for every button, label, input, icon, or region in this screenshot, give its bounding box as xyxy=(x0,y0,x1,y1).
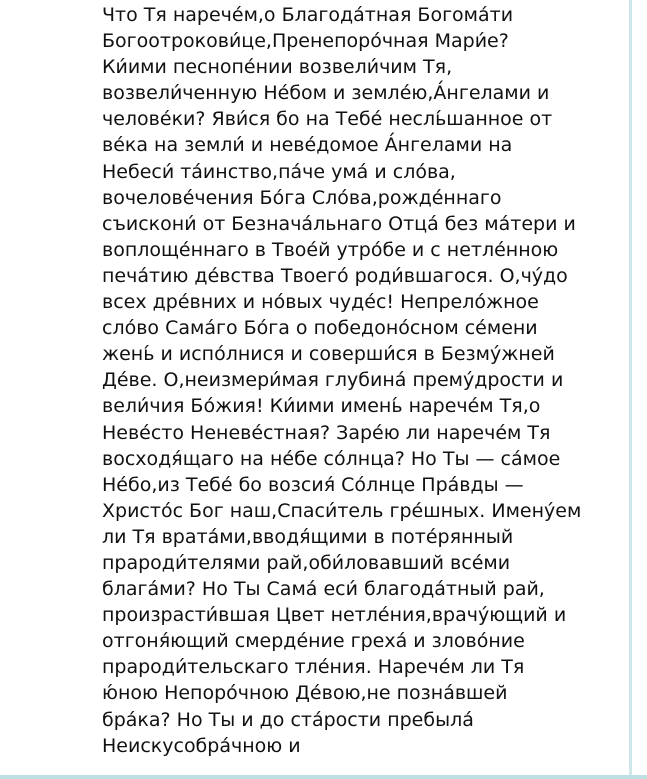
text-line: произрасти́вшая Цвет нетле́ния,врачу́ющий и xyxy=(102,604,567,627)
text-line: вели́чия Бо́жия! Ки́ими имень́ нарече́м Тя,о xyxy=(102,395,541,418)
text-line: Неискусобра́чною и xyxy=(102,734,301,757)
page-edge-divider xyxy=(629,0,632,779)
text-line: Небеси́ та́инство,па́че ума́ и сло́ва, xyxy=(102,160,456,183)
text-line: Неве́сто Неневе́стная? Заре́ю ли нарече́м Тя xyxy=(102,421,551,444)
text-line: съискони́ от Безнача́льнаго Отца́ без ма́тери и xyxy=(102,212,576,235)
text-line: всех дре́вних и но́вых чуде́с! Непрело́жное xyxy=(102,291,539,314)
text-line: ю́ною Непоро́чною Де́вою,не позна́вшей xyxy=(102,682,508,705)
text-line: блага́ми? Но Ты Сама́ еси́ благода́тный рай, xyxy=(102,578,545,601)
text-line: прароди́телями рай,оби́ловавший все́ми xyxy=(102,551,511,574)
text-line: возвели́ченную Не́бом и земле́ю,А́нгелами и xyxy=(102,82,550,105)
prayer-text xyxy=(102,2,642,759)
text-line: бра́ка? Но Ты и до ста́рости пребыла́ xyxy=(102,708,474,731)
page-bottom-border xyxy=(0,775,647,779)
text-line: жень́ и испо́лнися и соверши́ся в Безму́жней xyxy=(102,343,555,366)
text-line: Не́бо,из Тебе́ бо возсия́ Со́лнце Пра́вды — xyxy=(102,473,524,496)
text-line: ве́ка на земли́ и неве́домое А́нгелами на xyxy=(102,134,513,157)
text-line: Де́ве. О,неизмери́мая глубина́ прему́дрости и xyxy=(102,369,564,392)
text-line: восходя́щаго на не́бе со́лнца? Но Ты — са́мое xyxy=(102,447,561,470)
text-line: Богоотрокови́це,Пренепоро́чная Мари́е? xyxy=(102,30,509,53)
text-line: Ки́ими песнопе́нии возвели́чим Тя, xyxy=(102,56,453,79)
text-line: челове́ки? Яви́ся бо на Тебе́ несль́шанное от xyxy=(102,108,553,131)
text-line: Христо́с Бог наш,Спаси́тель гре́шных. Имену́ем xyxy=(102,499,582,522)
text-line: воплоще́ннаго в Твое́й утро́бе и с нетле́нною xyxy=(102,238,559,261)
text-line: печа́тию де́вства Твоего́ роди́вшагося. О,чу́до xyxy=(102,264,568,287)
text-line: вочелове́чения Бо́га Сло́ва,рожде́ннаго xyxy=(102,186,502,209)
text-line: сло́во Сама́го Бо́га о победоно́сном се́мени xyxy=(102,317,538,340)
text-line: Что Тя нарече́м,о Благода́тная Богома́ти xyxy=(102,4,514,26)
text-line: прароди́тельскаго тле́ния. Нарече́м ли Тя xyxy=(102,656,525,679)
text-line: отгоня́ющий смерде́ние греха́ и злово́ние xyxy=(102,630,525,653)
text-line: ли Тя врата́ми,вводя́щими в поте́рянный xyxy=(102,525,514,548)
